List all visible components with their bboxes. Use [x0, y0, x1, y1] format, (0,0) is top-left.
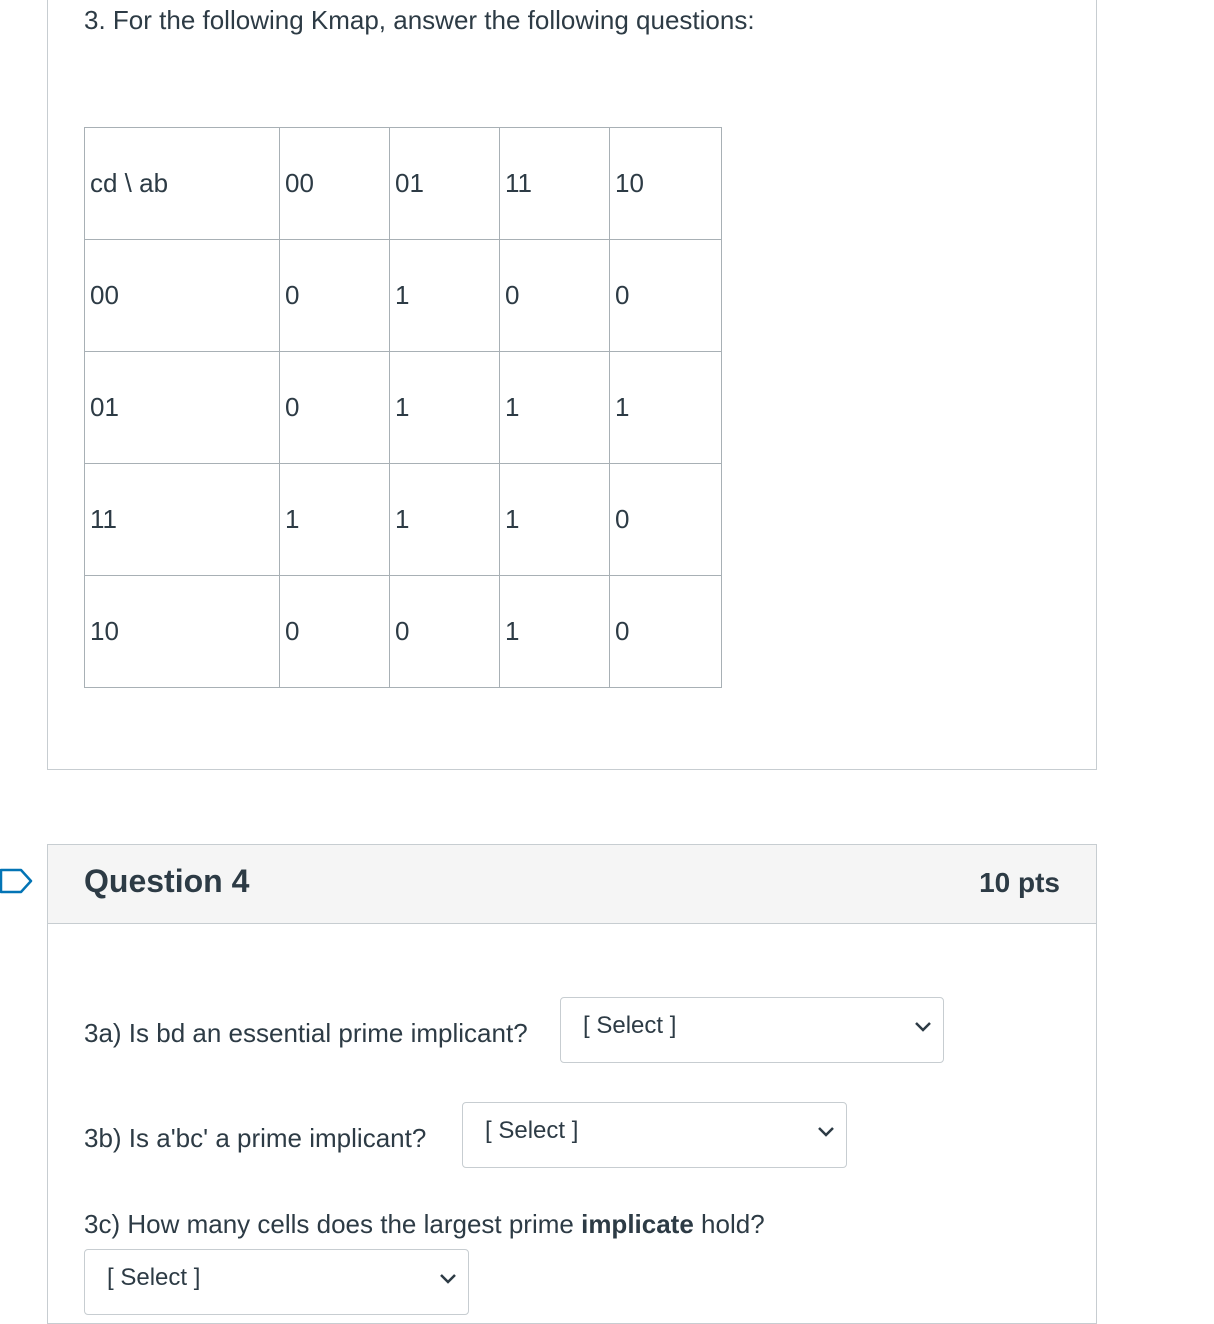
kmap-cell: 1 — [610, 352, 722, 464]
question-3a-text: 3a) Is bd an essential prime implicant? — [84, 1018, 528, 1048]
kmap-row — [85, 240, 722, 352]
dropdown-label: [ Select ] — [485, 1117, 579, 1144]
kmap-header-row — [85, 128, 722, 240]
kmap-cell: 1 — [390, 240, 500, 352]
kmap-cell: 0 — [610, 464, 722, 576]
question-3c-text-start: 3c) How many cells does the largest prime — [84, 1209, 582, 1239]
kmap-table — [84, 127, 722, 688]
bookmark-flag-icon[interactable] — [0, 867, 34, 895]
kmap-cell: 1 — [280, 464, 390, 576]
previous-question-panel — [47, 0, 1097, 770]
answer-3b-dropdown[interactable] — [462, 1102, 847, 1168]
kmap-row — [85, 352, 722, 464]
question-title: Question 4 — [84, 863, 250, 899]
question-intro-text: 3. For the following Kmap, answer the following questions: — [84, 5, 755, 35]
kmap-cell: 0 — [610, 576, 722, 688]
kmap-row-header: 11 — [85, 464, 280, 576]
kmap-col-header: 11 — [500, 128, 610, 240]
kmap-cell: 0 — [280, 576, 390, 688]
kmap-row-header: 00 — [85, 240, 280, 352]
kmap-col-header: 01 — [390, 128, 500, 240]
kmap-row — [85, 464, 722, 576]
dropdown-label: [ Select ] — [583, 1012, 677, 1039]
kmap-row-header: 01 — [85, 352, 280, 464]
kmap-cell: 1 — [390, 464, 500, 576]
dropdown-label: [ Select ] — [107, 1264, 201, 1291]
question-4-panel — [47, 844, 1097, 1324]
chevron-down-icon — [913, 1020, 933, 1034]
question-header — [48, 845, 1096, 924]
kmap-row-header: 10 — [85, 576, 280, 688]
question-3c-text — [84, 1209, 765, 1240]
kmap-cell: 0 — [610, 240, 722, 352]
answer-3c-dropdown[interactable] — [84, 1249, 469, 1315]
chevron-down-icon — [438, 1272, 458, 1286]
question-3c-emphasis: implicate — [581, 1209, 694, 1239]
kmap-cell: 1 — [500, 352, 610, 464]
kmap-col-header: 10 — [610, 128, 722, 240]
kmap-col-header: 00 — [280, 128, 390, 240]
kmap-cell: 0 — [280, 240, 390, 352]
kmap-row — [85, 576, 722, 688]
answer-3a-dropdown[interactable] — [560, 997, 944, 1063]
kmap-cell: 0 — [390, 576, 500, 688]
kmap-cell: 1 — [500, 576, 610, 688]
kmap-cell: 1 — [390, 352, 500, 464]
kmap-cell: 0 — [500, 240, 610, 352]
question-points: 10 pts — [979, 867, 1060, 898]
kmap-cell: 0 — [280, 352, 390, 464]
question-3b-text: 3b) Is a'bc' a prime implicant? — [84, 1123, 427, 1153]
question-3c-text-end: hold? — [693, 1209, 765, 1239]
kmap-cell: 1 — [500, 464, 610, 576]
kmap-corner-label: cd \ ab — [85, 128, 280, 240]
chevron-down-icon — [816, 1125, 836, 1139]
